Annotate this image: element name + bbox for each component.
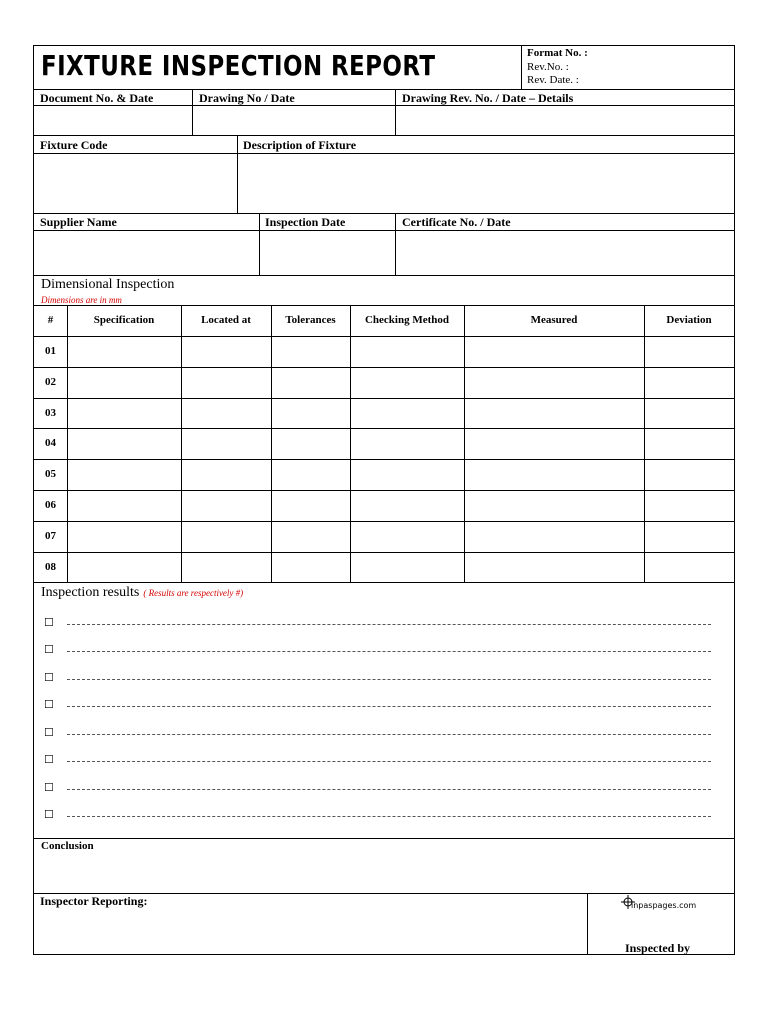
inspection-date-field[interactable] (260, 231, 394, 275)
table-cell[interactable] (351, 399, 464, 429)
column-header: Tolerances (285, 314, 336, 326)
certificate-label: Certificate No. / Date (402, 215, 511, 229)
row-number: 05 (45, 468, 56, 481)
table-cell[interactable] (645, 491, 734, 521)
table-cell[interactable] (182, 460, 271, 490)
column-header: Deviation (666, 314, 712, 326)
drawing-no-label: Drawing No / Date (199, 91, 295, 105)
result-line[interactable] (67, 789, 711, 790)
result-checkbox[interactable]: ☐ (44, 644, 54, 656)
result-checkbox[interactable]: ☐ (44, 617, 54, 629)
row-number: 06 (45, 499, 56, 511)
divider (34, 275, 734, 276)
document-no-label: Document No. & Date (40, 91, 154, 105)
table-cell[interactable] (351, 553, 464, 583)
drawing-rev-label: Drawing Rev. No. / Date – Details (402, 91, 574, 105)
row-number: 04 (45, 437, 56, 450)
table-cell[interactable] (68, 491, 181, 521)
dimensional-title: Dimensional Inspection (41, 277, 175, 292)
table-cell[interactable] (272, 460, 350, 490)
table-cell[interactable] (465, 522, 644, 552)
table-cell[interactable] (351, 337, 464, 367)
drawing-rev-field[interactable] (396, 106, 734, 135)
table-cell[interactable] (182, 337, 271, 367)
row-number: 08 (45, 560, 56, 573)
table-cell[interactable] (182, 553, 271, 583)
divider (587, 893, 588, 955)
table-cell[interactable] (645, 553, 734, 583)
results-list (34, 606, 734, 836)
divider (34, 213, 734, 214)
table-cell[interactable] (465, 368, 644, 398)
fixture-code-label: Fixture Code (40, 138, 108, 152)
table-cell[interactable] (182, 399, 271, 429)
table-cell[interactable] (182, 368, 271, 398)
table-cell[interactable] (272, 553, 350, 583)
table-cell[interactable] (351, 429, 464, 459)
dimensions-note: Dimensions are in mm (41, 295, 122, 305)
result-line[interactable] (67, 651, 711, 652)
inspection-date-label: Inspection Date (265, 215, 346, 229)
result-line[interactable] (67, 761, 711, 762)
table-cell[interactable] (272, 399, 350, 429)
row-number: 02 (45, 375, 56, 388)
inspector-label: Inspector Reporting: (40, 894, 148, 908)
result-line[interactable] (67, 706, 711, 707)
result-line[interactable] (67, 624, 711, 625)
table-cell[interactable] (68, 337, 181, 367)
table-cell[interactable] (645, 522, 734, 552)
row-number: 07 (45, 529, 56, 542)
supplier-name-field[interactable] (35, 231, 258, 275)
column-header: # (47, 314, 54, 326)
table-cell[interactable] (68, 460, 181, 490)
supplier-name-label: Supplier Name (40, 215, 117, 229)
table-cell[interactable] (645, 337, 734, 367)
table-cell[interactable] (351, 368, 464, 398)
table-cell[interactable] (272, 429, 350, 459)
result-checkbox[interactable]: ☐ (44, 782, 54, 794)
inspected-by-label: Inspected by (625, 941, 691, 955)
column-header: Checking Method (364, 314, 450, 326)
results-title: Inspection results (41, 585, 140, 600)
description-field[interactable] (238, 154, 734, 212)
table-cell[interactable] (465, 337, 644, 367)
inspection-form (33, 45, 735, 955)
table-cell[interactable] (465, 429, 644, 459)
watermark-text: inpaspages.com (631, 901, 697, 910)
format-no-label: Format No. : (527, 47, 588, 59)
page-title: FIXTURE INSPECTION REPORT (41, 49, 436, 82)
table-cell[interactable] (272, 491, 350, 521)
table-cell[interactable] (272, 522, 350, 552)
certificate-field[interactable] (396, 231, 734, 275)
description-label: Description of Fixture (243, 138, 357, 152)
table-cell[interactable] (68, 553, 181, 583)
results-note: ( Results are respectively #) (143, 588, 244, 598)
row-number: 03 (45, 406, 56, 419)
column-header: Specification (93, 314, 155, 326)
drawing-no-field[interactable] (193, 106, 394, 135)
rev-date-label: Rev. Date. : (527, 74, 579, 86)
result-checkbox[interactable]: ☐ (44, 672, 54, 684)
table-cell[interactable] (351, 460, 464, 490)
divider (34, 838, 734, 839)
table-cell[interactable] (68, 399, 181, 429)
result-checkbox[interactable]: ☐ (44, 727, 54, 739)
result-line[interactable] (67, 816, 711, 817)
table-cell[interactable] (182, 429, 271, 459)
row-number: 01 (45, 345, 56, 357)
result-line[interactable] (67, 679, 711, 680)
result-checkbox[interactable]: ☐ (44, 809, 54, 821)
divider (521, 46, 522, 89)
result-checkbox[interactable]: ☐ (44, 699, 54, 711)
column-header: Located at (201, 314, 251, 326)
table-cell[interactable] (645, 399, 734, 429)
divider (34, 89, 734, 90)
result-checkbox[interactable]: ☐ (44, 754, 54, 766)
document-no-field[interactable] (35, 106, 191, 135)
table-cell[interactable] (68, 429, 181, 459)
table-cell[interactable] (465, 553, 644, 583)
column-header: Measured (530, 314, 578, 326)
table-cell[interactable] (182, 491, 271, 521)
table-cell[interactable] (465, 460, 644, 490)
table-cell[interactable] (465, 399, 644, 429)
table-cell[interactable] (351, 522, 464, 552)
table-cell[interactable] (272, 337, 350, 367)
table-cell[interactable] (645, 460, 734, 490)
divider (34, 135, 734, 136)
table-cell[interactable] (465, 491, 644, 521)
conclusion-field[interactable] (35, 856, 733, 892)
results-header (41, 583, 243, 601)
rev-no-label: Rev.No. : (527, 61, 569, 73)
table-cell[interactable] (68, 522, 181, 552)
result-line[interactable] (67, 734, 711, 735)
fixture-code-field[interactable] (35, 154, 236, 212)
table-cell[interactable] (351, 491, 464, 521)
inspector-field[interactable] (35, 910, 586, 954)
table-cell[interactable] (182, 522, 271, 552)
table-cell[interactable] (272, 368, 350, 398)
conclusion-label: Conclusion (41, 840, 94, 852)
dimensional-table (34, 305, 734, 582)
table-cell[interactable] (645, 429, 734, 459)
table-cell[interactable] (645, 368, 734, 398)
table-cell[interactable] (68, 368, 181, 398)
